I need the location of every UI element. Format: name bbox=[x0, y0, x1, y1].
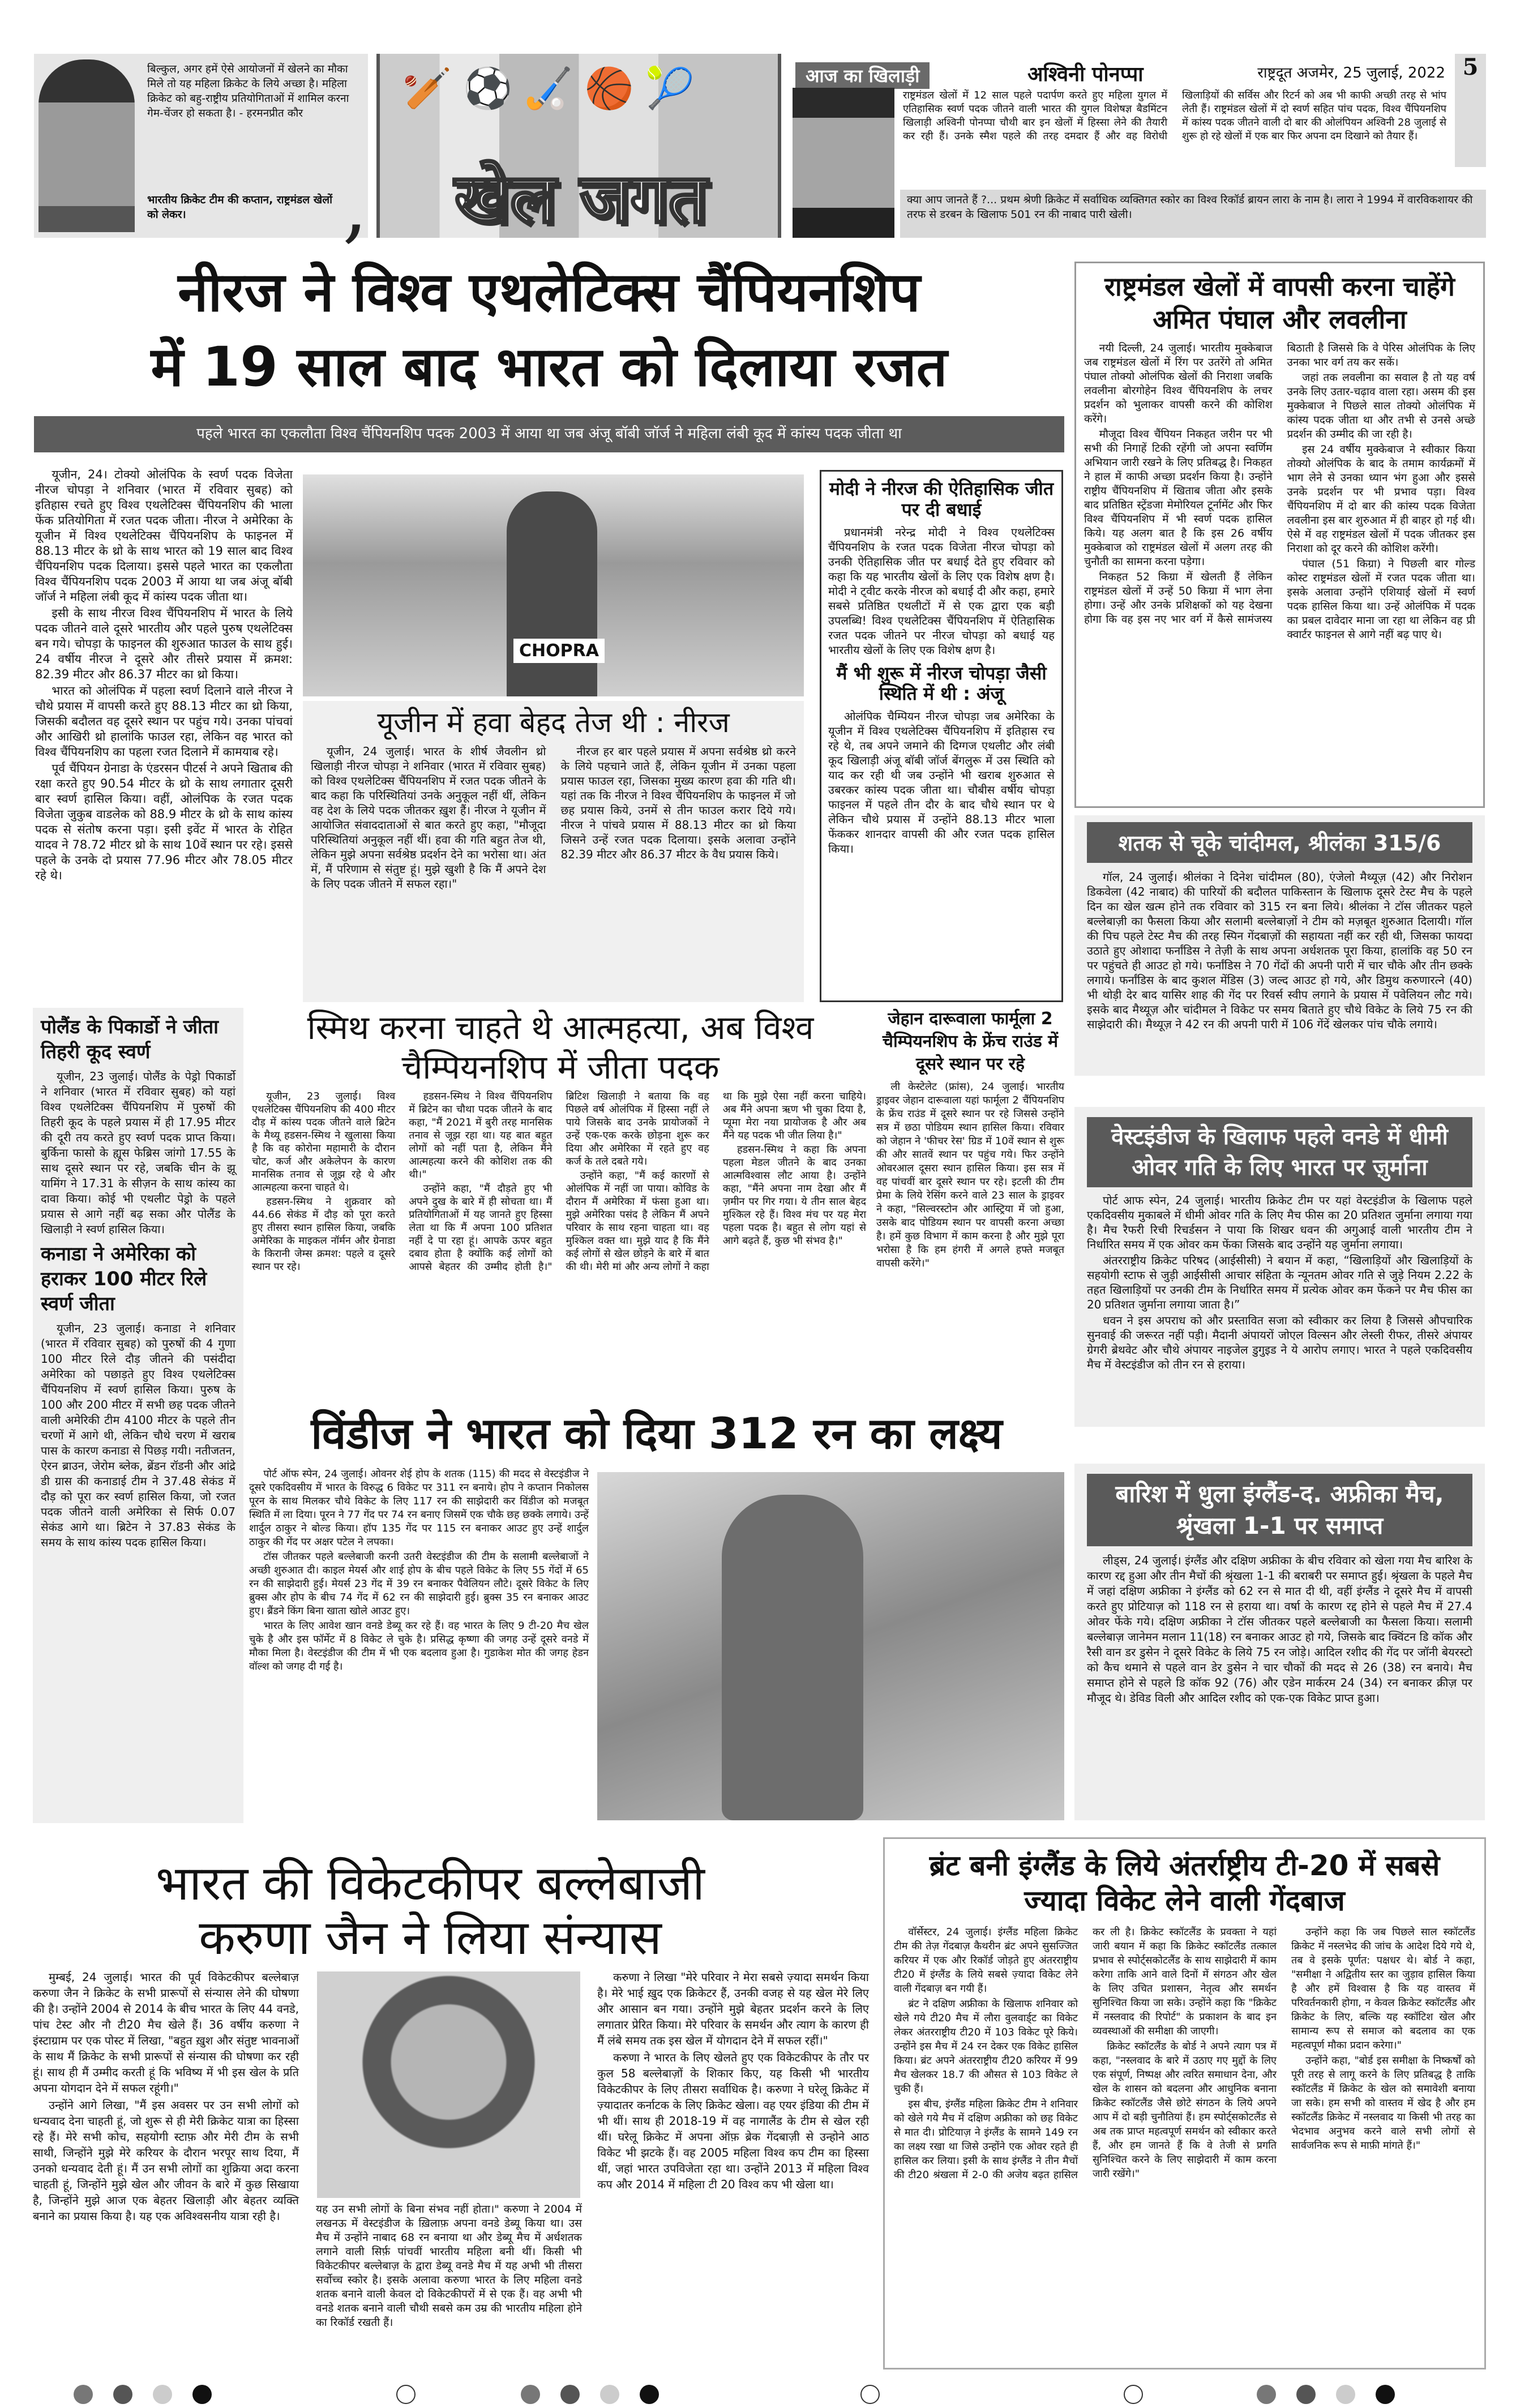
rain-story bbox=[1074, 1464, 1485, 1820]
story-headline: ब्रंट बनी इंग्लैंड के लिये अंतर्राष्ट्रीय टी-20 में सबसे ज्यादा विकेट लेने वाली गेंदबाज bbox=[929, 1849, 1440, 1917]
did-you-know: क्या आप जानते हैं ?... प्रथम श्रेणी क्रिकेट में सर्वाधिक व्यक्तिगत स्कोर का विश्व रिकॉर्ड ब्रायन लारा के नाम है। लारा ने 1994 में वारविकशायर की तरफ से डरबन के खिलाफ 501 रन की नाबाद पारी खेली। bbox=[900, 190, 1486, 238]
story-paragraph: उन्होंने कहा कि जब पिछले साल स्कॉटलैंड क्रिकेट में नस्लभेद की जांच के आदेश दिये गये थे, तब वे इसके पूर्णत: पक्षधर थे। बोर्ड ने कहा, "समीक्षा ने अद्वितीय स्तर का जुड़ाव हासिल किया है और हमें विश्वास है कि यह वास्तव में परिवर्तनकारी होगा, न केवल क्रिकेट स्कॉटलैंड और क्रिकेट के लिए, बल्कि यह स्कॉटिश खेल और सामान्य रूप से समाज को बदलाव का एक महत्वपूर्ण मौका प्रदान करेगा।" bbox=[1291, 1926, 1475, 2051]
modi-paragraph: प्रधानमंत्री नरेन्द्र मोदी ने विश्व एथलेटिक्स चैंपियनशिप के रजत पदक विजेता नीरज चोपड़ा को उनकी ऐतिहासिक जीत पर बधाई देते हुए रविवार को कहा कि यह भारतीय खेलों के लिए एक विशेष क्षण है। मोदी ने ट्वीट करके नीरज को बधाई दी और कहा, हमारे सबसे प्रतिष्ठित एथलीटों में से एक द्वारा एक बड़ी उपलब्धि! विश्व एथलेटिक्स चैंपियनशिप में ऐतिहासिक रजत पदक जीतने पर नीरज चोपड़ा को बधाई यह भारतीय खेलों के लिए एक विशेष क्षण है। bbox=[828, 525, 1055, 657]
sports-icons: 🏏⚽🏑🏀🎾 bbox=[402, 65, 706, 112]
quote-text: बिल्कुल, अगर हमें ऐसे आयोजनों में खेलने का मौका मिले तो यह महिला क्रिकेट के लिये अच्छा है। महिला क्रिकेट को बहु-राष्ट्रीय प्रतियोगिताओं में शामिल करना गेम-चेंजर हो सकता है। - हरमनप्रीत कौर bbox=[147, 63, 349, 119]
cricketer-batting-photo bbox=[597, 1472, 1064, 1820]
karuna-col-1 bbox=[33, 1969, 299, 2225]
color-dot-icon bbox=[1376, 2385, 1395, 2404]
brunt-story bbox=[883, 1837, 1486, 2369]
lead-paragraph: पूर्व चैंपियन ग्रेनाडा के एंडरसन पीटर्स ने अपने खिताब की रक्षा करते हुए 90.54 मीटर के थ्रो के साथ लगातार दूसरी बार स्वर्ण हासिल किया। वहीं, ओलंपिक के रजत पदक विजेता जुकुब वाडलेक को 88.9 मीटर के थ्रो के साथ कांस्य पदक से संतोष करना पड़ा। इसी इवेंट में भारत के रोहित यादव ने 78.72 मीटर थ्रो के साथ 10वें स्थान पर रहे। इससे पहले के उनके दो प्रयास 77.96 मीटर और 78.05 मीटर रहे थे। bbox=[35, 762, 293, 882]
story-paragraph: क्रिकेट स्कॉटलैंड के बोर्ड ने अपने त्याग पत्र में कहा, "नस्लवाद के बारे में उठाए गए मुद्दों के लिए एक संपूर्ण, निष्पक्ष और त्वरित समाधान देना, और खेल के शासन को बदलना और आधुनिक बनाना क्रिकेट स्कॉटलैंड जैसे छोटे संगठन के लिये अपने आप में दो बड़ी चुनौतियां हैं। हम स्पोर्ट्सकोटलैंड से अब तक प्राप्त महत्वपूर्ण समर्थन को स्वीकार करते हैं, और हम जानते हैं कि वे तेजी से प्रगति सुनिश्चित करने के लिए साझेदारी में काम करना जारी रखेंगे।" bbox=[1093, 2041, 1277, 2180]
neeraj-chopra-photo bbox=[303, 474, 804, 696]
color-dot-icon bbox=[1257, 2385, 1276, 2404]
bib-text: CHOPRA bbox=[513, 639, 605, 663]
lead-body bbox=[35, 467, 293, 884]
story-headline: बारिश में धुला इंग्लैंड-द. अफ्रीका मैच, श्रृंखला 1-1 पर समाप्त bbox=[1087, 1474, 1472, 1546]
page-number: 5 bbox=[1455, 54, 1486, 167]
aaj-ka-khiladi bbox=[790, 54, 1486, 238]
story-paragraph: यह उन सभी लोगों के बिना संभव नहीं होता।" करुणा ने 2004 में लखनऊ में वेस्टइंडीज के ख़िलाफ़ अपना वनडे डेब्यू किया था। उस मैच में उन्होंने नाबाद 68 रन बनाया था और डेब्यू मैच में अर्धशतक लगाने वाली सिर्फ़ पांचवीं भारतीय महिला बनी थीं। किसी भी विकेटकीपर बल्लेबाज़ के द्वारा डेब्यू वनडे मैच में यह अभी भी तीसरा सर्वोच्च स्कोर है। इसके अलावा करुणा भारत के लिए महिला वनडे शतक बनाने वाली केवल दो विकेटकीपरों में से एक हैं। वह अभी भी वनडे शतक बनाने वाली चौथी सबसे कम उम्र की भारतीय महिला होने का रिकॉर्ड रखती हैं। bbox=[316, 2203, 582, 2329]
canada-paragraph: यूजीन, 23 जुलाई। कनाडा ने शनिवार (भारत में रविवार सुबह) को पुरुषों की 4 गुणा 100 मीटर रिले दौड़ जीतने की पसंदीदा अमेरिका को पछाड़ते हुए विश्व एथलेटिक्स चैंपियनशिप में स्वर्ण हासिल किया। पुरुष के 100 और 200 मीटर में सभी छह पदक जीतने वाली अमेरिकी टीम 4100 मीटर के पहले तीन चरणों में आगे थी, लेकिन चौथे चरण में खराब पास के कारण कनाडा से पिछड़ गयी। नतीजतन, ऐरन ब्राउन, जेरोम ब्लेक, ब्रेंडन रॉडनी और आंद्रे डी ग्रास की कनाडाई टीम ने 37.48 सेकंड में दौड़ को पूरा कर स्वर्ण हासिल किया, जो रजत पदक जीतने वाली अमेरिका से सिर्फ 0.07 सेकंड आगे था। ब्रिटेन ने 37.83 सेकंड के समय के साथ कांस्य पदक हासिल किया। bbox=[41, 1321, 235, 1549]
story-paragraph: भारत के लिए आवेश खान वनडे डेब्यू कर रहे हैं। वह भारत के लिए 9 टी-20 मैच खेल चुके है और इस फॉर्मेट में 8 विकेट ले चुके है। प्रसिद्ध कृष्णा की जगह उन्हें दूसरे वनडे में मौका मिला है। वेस्टइंडीज की टीम में भी एक बदलाव हुआ है। गुडाकेश मोत की जगह हेडन वॉल्श को जगह दी गई है। bbox=[249, 1620, 589, 1673]
story-paragraph: करुणा ने भारत के लिए खेलते हुए एक विकेटकीपर के तौर पर कुल 58 बल्लेबाज़ों के शिकार किए, यह किसी भी भारतीय विकेटकीपर के लिए तीसरा सर्वाधिक है। करुणा ने घरेलू क्रिकेट में ज़्यादातर कर्नाटक के लिए क्रिकेट खेला। वह एयर इंडिया की टीम में भी थीं। साथ ही 2018-19 में वह नागालैंड के टीम से खेल रही थीं। घरेलू क्रिकेट में अपना ऑफ़ ब्रेक गेंदबाज़ी से उन्होने आठ विकेट भी झटके हैं। वह 2005 महिला विश्व कप टीम का हिस्सा थीं, जहां भारत उपविजेता रहा था। उन्होंने 2013 में महिला विश्व कप और 2014 में महिला टी 20 विश्व कप भी खेला था। bbox=[597, 2051, 869, 2191]
color-dot-icon bbox=[1336, 2385, 1355, 2404]
story-paragraph: इस बीच, इंग्लैंड महिला क्रिकेट टीम ने शनिवार को खेले गये मैच में दक्षिण अफ्रीका को छह विकेट से मात दी। प्रोटियाज़ ने इंग्लैंड के सामने 149 रन का लक्ष्य रखा था जिसे उन्होंने एक ओवर रहते ही हासिल कर लिया। इसी के साथ इंग्लैंड ने तीन मैचों की टी20 श्रंखला में 2-0 की अजेय बढ़त हासिल कर ली है। क्रिकेट स्कॉटलैंड के प्रवक्ता ने यहां जारी बयान में कहा कि क्रिकेट स्कॉटलैंड तत्काल प्रभाव से स्पोर्ट्सकोटलैंड के साथ साझेदारी में काम करेगा ताकि आने वाले दिनों में संगठन और खेल के लिए उचित प्रशासन, नेतृत्व और समर्थन सुनिश्चित किया जा सके। उन्होंने कहा कि "क्रिकेट में नस्लवाद की रिपोर्ट" के प्रकाशन के बाद इन व्यवस्थाओं की समीक्षा की जाएगी। bbox=[894, 1926, 1277, 2181]
masthead-title: खेल जगत bbox=[454, 160, 708, 238]
anju-headline: मैं भी शुरू में नीरज चोपड़ा जैसी स्थिति में थी : अंजू bbox=[836, 662, 1047, 705]
story-paragraph: उन्होंने कहा, "मैं कई कारणों से ओलंपिक में नहीं जा पाया। कोविड के दौरान मैं अमेरिका में फंसा हुआ था। मुझे अमेरिका पसंद है लेकिन मैं अपने परिवार के साथ रहना चाहता था। वह मुश्किल वक्त था। मुझे याद है कि मैंने कई लोगों से खेल छोड़ने के बारे में बात की थी। मेरी मां और अन्य लोगों ने कहा था कि मुझे ऐसा नहीं करना चाहिये। अब मैंने अपना ऋण भी चुका दिया है, प्यूमा मेरा नया प्रायोजक है और अब मैंने यह पदक भी जीत लिया है।" bbox=[566, 1090, 866, 1273]
fine-story bbox=[1074, 1107, 1485, 1427]
story-paragraph: हडसन-स्मिथ ने शुक्रवार को 44.66 सेकंड में दौड़ को पूरा करते हुए तीसरा स्थान हासिल किया, जबकि अमेरिका के माइकल नॉर्मन और ग्रेनाडा के किरानी जेम्स क्रमश: पहले व दूसरे स्थान पर रहे। bbox=[252, 1196, 396, 1273]
windies-headline: विंडीज ने भारत को दिया 312 रन का लक्ष्य bbox=[311, 1408, 1003, 1459]
poland-paragraph: यूजीन, 23 जुलाई। पोलैंड के पेड्रो पिकार्डो ने शनिवार (भारत में रविवार सुबह) को यहां विश्व एथलेटिक्स चैंपियनशिप में पुरुषों की तिहरी कूद के पहले प्रयास में ही 17.95 मीटर की दूरी तय करते हुए स्वर्ण पदक प्राप्त किया। बुर्किना फासो के ह्यूस फेब्रिस जांगो 17.55 के साथ दूसरे स्थान पर रहे, जबकि चीन के झू यामिंग ने 17.31 के सीज़न के साथ कांस्य का दावा किया। कोई भी एथलीट पेड्रो के पहले प्रयास से आगे नहीं बढ़ सका और पोलैंड के खिलाड़ी ने स्वर्ण हासिल किया। bbox=[41, 1070, 235, 1236]
karuna-col-2 bbox=[316, 2202, 582, 2331]
chandimal-story bbox=[1074, 815, 1485, 1076]
lead-headline bbox=[34, 255, 1064, 404]
modi-box bbox=[820, 470, 1063, 1002]
windies-body bbox=[249, 1468, 589, 1675]
lead-paragraph: भारत को ओलंपिक में पहला स्वर्ण दिलाने वाले नीरज ने चौथे प्रयास में वापसी करते हुए 88.13 मीटर का थ्रो किया, जिसकी बदौलत वह दूसरे स्थान पर पहुंच गये। उनका पांचवां और आखिरी थ्रो हालांकि फाउल रहा, लेकिन वह भारत को विश्व चैंपियनशिप का पहला रजत दिलाने में कामयाब रहे। bbox=[35, 684, 293, 759]
briefs-column bbox=[33, 1008, 243, 1823]
karuna-headline-line-2: करुणा जैन ने लिया संन्यास bbox=[199, 1910, 662, 1965]
story-paragraph: करुणा ने लिखा "मेरे परिवार ने मेरा सबसे ज़्यादा समर्थन किया है। मेरे भाई ख़ुद एक क्रिकेटर हैं, उनकी वजह से यह खेल मेरे लिए और आसान बन गया। उन्होंने मुझे बेहतर प्रदर्शन करने के लिए लगातार प्रेरित किया। मेरे परिवार के समर्थन और त्याग के कारण ही मैं लंबे समय तक इस खेल में योगदान देने में सफल रहीं।" bbox=[597, 1970, 869, 2047]
story-paragraph: उन्होंने कहा, "बोर्ड इस समीक्षा के निष्कर्षों को पूरी तरह से लागू करने के लिए प्रतिबद्ध है ताकि स्कॉटलैंड में क्रिकेट के खेल को समावेशी बनाया जा सके। हम सभी को वास्तव में खेद है और हम स्कॉटलैंड क्रिकेट में नस्लवाद या किसी भी तरह का भेदभाव अनुभव करने वाले सभी लोगों से सार्वजनिक रूप से माफ़ी मांगते हैं।" bbox=[1291, 2055, 1475, 2152]
lead-paragraph: यूजीन, 24। टोक्यो ओलंपिक के स्वर्ण पदक विजेता नीरज चोपड़ा ने शनिवार (भारत में रविवार सुबह) को इतिहास रचते हुए विश्व एथलेटिक्स चैंपियनशिप की भाला फेंक प्रतियोगिता में रजत पदक जीता। नीरज ने अमेरिका के यूजीन में विश्व एथलेटिक्स चैंपियनशिप के फाइनल में 88.13 मीटर के थ्रो के साथ भारत को 19 साल बाद विश्व चैंपियनशिप पदक दिलाया। इससे पहले भारत का एकलौता विश्व चैंपियनशिप पदक 2003 में आया था जब अंजू बॉबी जॉर्ज ने महिला लंबी कूद में कांस्य पदक जीता था। bbox=[35, 468, 293, 604]
anju-paragraph: ओलंपिक चैम्पियन नीरज चोपड़ा जब अमेरिका के यूजीन में विश्व एथलेटिक्स चैंपियनशिप में इतिहास रच रहे थे, तब अपने जमाने की दिग्गज एथलीट और लंबी कूद खिलाड़ी अंजू बॉबी जॉर्ज बेंगलुरू में उस स्थिति को याद कर रही थी जब उन्होंने भी खराब शुरुआत से उबरकर कांस्य पदक जीता था। चौबीस वर्षीय चोपड़ा फाइनल में पहले तीन दौर के बाद चौथे स्थान पर थे लेकिन चौथे प्रयास में उन्होंने 88.13 मीटर भाला फेंककर शानदार वापसी की और रजत पदक हासिल किया। bbox=[828, 709, 1055, 856]
story-paragraph: हडसन-स्मिथ ने विश्व चैंपियनशिप में ब्रिटेन का चौथा पदक जीतने के बाद कहा, "मैं 2021 में बुरी तरह मानसिक तनाव से जूझ रहा था। यह बात बहुत लोगों को नहीं पता है, लेकिन मैंने आत्महत्या करने की कोशिश तक की थी।" bbox=[409, 1090, 553, 1181]
color-dot-icon bbox=[113, 2385, 132, 2404]
color-dot-icon bbox=[192, 2385, 212, 2404]
color-dot-icon bbox=[1296, 2385, 1316, 2404]
color-dot-icon bbox=[74, 2385, 93, 2404]
daruvala-story bbox=[876, 1008, 1064, 1272]
karuna-headline bbox=[34, 1856, 826, 1965]
lead-subhead: पहले भारत का एकलौता विश्व चैंपियनशिप पदक 2003 में आया था जब अंजू बॉबी जॉर्ज ने महिला लंबी कूद में कांस्य पदक जीता था bbox=[34, 416, 1064, 452]
modi-headline: मोदी ने नीरज की ऐतिहासिक जीत पर दी बधाई bbox=[829, 478, 1054, 520]
story-paragraph: ब्रंट ने दक्षिण अफ्रीका के खिलाफ शनिवार को खेले गये टी20 मैच में लौरा वुलवार्ड्ट का विकेट लेकर अंतरराष्ट्रीय टी20 में 103 विकेट पूरे किये। उन्होंने इस मैच में 24 रन देकर एक विकेट हासिल किया। ब्रंट अपने अंतरराष्ट्रीय टी20 करियर में 99 मैच खेलकर 18.7 की औसत से 103 विकेट ले चुकी हैं। bbox=[894, 1998, 1078, 2095]
neeraj-quote-story bbox=[303, 701, 804, 1002]
story-headline: शतक से चूके चांदीमल, श्रीलंका 315/6 bbox=[1087, 822, 1472, 863]
smith-headline: स्मिथ करना चाहते थे आत्महत्या, अब विश्व चैम्पियनशिप में जीता पदक bbox=[307, 1008, 814, 1087]
story-paragraph: पोर्ट ऑफ स्पेन, 24 जुलाई। ओवनर शेई होप के शतक (115) की मदद से वेस्टइंडीज ने दूसरे एकदिवसीय में भारत के विरुद्ध 6 विकेट पर 311 रन बनाये। होप ने कप्तान निकोलस पूरन के साथ मिलकर चौथे विकेट के लिए 117 रन की साझेदारी कर विंडीज को मजबूत स्थिति में ला दिया। पूरन ने 77 गेंद पर 74 रन बनाए जिसमें एक चौके छह छक्के लगाये। उन्हें शार्दुल ठाकुर ने बोल्ड किया। हॉप 135 गेंद पर 115 रन बनाकर आउट हुए उन्हें शार्दुल ठाकुर की गेंद पर अक्षर पटेल ने लपका। bbox=[249, 1468, 589, 1548]
color-dot-icon bbox=[600, 2385, 619, 2404]
story-paragraph: यूजीन, 23 जुलाई। विश्व एथलेटिक्स चैंपियनशिप की 400 मीटर दौड़ में कांस्य पदक जीतने वाले ब्रिटेन के मैथ्यू हडसन-स्मिथ ने खुलासा किया है कि वह कोरोना महामारी के दौरान चोट, कर्ज और अकेलेपन के कारण मानसिक तनाव से जूझ रहे थे और आत्महत्या करना चाहते थे। bbox=[252, 1090, 396, 1194]
quote-box bbox=[34, 54, 368, 253]
lead-headline-line-1: नीरज ने विश्व एथलेटिक्स चैंपियनशिप bbox=[178, 260, 920, 324]
story-paragraph: अंतरराष्ट्रीय क्रिकेट परिषद (आईसीसी) ने बयान में कहा, “खिलाड़ियों और खिलाड़ियों के सहयोगी स्टाफ से जुड़ी आईसीसी आचार संहिता के न्यूनतम ओवर गति से जुड़े नियम 2.22 के तहत खिलाड़ियों पर उनकी टीम के निर्धारित समय में प्रत्येक ओवर कम फेंकने पर मैच फीस का 20 प्रतिशत जुर्माना लगाया जाता है।” bbox=[1087, 1254, 1472, 1311]
story-paragraph: इस 24 वर्षीय मुक्केबाज ने स्वीकार किया तोक्यो ओलंपिक के बाद के तमाम कार्यक्रमों में भाग लेने से उनका ध्यान भंग हुआ और इससे उनके प्रदर्शन पर भी प्रभाव पड़ा। विश्व चैंपियनशिप में दो बार की कांस्य पदक विजेता लवलीना इस बार शुरुआत में ही बाहर हो गई थी। ऐसे में वह राष्ट्रमंडल खेलों में पदक जीतकर इस निराशा को दूर करने की कोशिश करेंगी। bbox=[1287, 443, 1475, 555]
lead-paragraph: इसी के साथ नीरज विश्व चैंपियनशिप में भारत के लिये पदक जीतने वाले दूसरे भारतीय और पहले पुरुष एथलेटिक्स बन गये। चोपड़ा के फाइनल की शुरुआत फाउल के साथ हुई। 24 वर्षीय नीरज ने दूसरे और तीसरे प्रयास में क्रमश: 82.39 मीटर और 86.37 मीटर का थ्रो किया। bbox=[35, 606, 293, 681]
karuna-jain-photo bbox=[317, 1971, 580, 2198]
story-paragraph: उन्होंने आगे लिखा, "मैं इस अवसर पर उन सभी लोगों को धन्यवाद देना चाहती हूं, जो शुरू से ही मेरी क्रिकेट यात्रा का हिस्सा रहे हैं। मेरे सभी कोच, सहयोगी स्टाफ़ और मेरी टीम के सभी साथी, जिन्होंने मुझे मेरे करियर के दौरान भरपूर साथ दिया, मैं उनको धन्यवाद देती हूं। मैं उन सभी लोगों का शुक्रिया अदा करना चाहती हूं, जिन्होंने मुझे खेल और जीवन के बारे में कुछ सिखाया है, जिन्होंने मुझे आज एक बेहतर खिलाड़ी और बेहतर व्यक्ति बनाने का प्रयास किया है। यह एक अविश्वसनीय यात्रा रही है। bbox=[33, 2098, 299, 2223]
player-blurb: राष्ट्रमंडल खेलों में 12 साल पहले पदार्पण करते हुए महिला युगल में एतिहासिक स्वर्ण पदक जीतने वाली भारत की युगल विशेषज्ञ बैडमिंटन खिलाड़ी अश्विनी पोनप्पा चौथी बार इन खेलों में हिस्सा लेने की तैयारी कर रही हैं। उनके स्मैश पहले की तरह दमदार हैं और वह विरोधी खिलाड़ियों की सर्विस और रिटर्न को अब भी काफी अच्छी तरह से भांप लेती हैं। राष्ट्रमंडल खेलों में दो स्वर्ण सहित पांच पदक, विश्व चैंपियनशिप में कांस्य पदक जीतने वाली दो बार की ओलंपियन अश्विनी 28 जुलाई से शुरू हो रहे खेलों में एक बार फिर अपना दम दिखाने को तैयार हैं। bbox=[903, 89, 1446, 142]
story-paragraph: लीड्स, 24 जुलाई। इंग्लैंड और दक्षिण अफ्रीका के बीच रविवार को खेला गया मैच बारिश के कारण रद्द हुआ और तीन मैचों की श्रृंखला 1-1 की बराबरी पर समाप्त हुई। श्रृंखला के पहले मैच में जहां दक्षिण अफ्रीका ने इंग्लैंड को 62 रन से मात दी थी, वहीं इंग्लैंड ने दूसरे मैच में वापसी करते हुए प्रोटियाज़ को 118 रन से हराया था। वर्षा के कारण रद्द होने से पहले मैच में 27.4 ओवर फेंके गये। दक्षिण अफ्रीका ने टॉस जीतकर पहले बल्लेबाजी का फैसला किया। सलामी बल्लेबाज़ जानेमन मलान 11(18) रन बनाकर आउट हो गये, जिसके बाद क्विंटन डि कॉक और रैसी वान डर डुसेन ने दूसरे विकेट के लिये 75 रन जोड़े। आदिल रशीद की गेंद पर जॉनी बेयरस्टो को कैच थमाने से पहले वान डेर डुसेन ने चार चौकों की मदद से 26 (38) रन बनाये। मैच समाप्त होने से पहले डि कॉक 92 (76) और एडेन मार्करम 24 (34) रन बनाकर क्रीज़ पर मौजूद थे। डेविड विली और आदिल रशीद को एक-एक विकेट प्राप्त हुआ। bbox=[1087, 1554, 1472, 1705]
commonwealth-story bbox=[1074, 262, 1485, 808]
masthead bbox=[376, 54, 781, 238]
crosshair-icon bbox=[860, 2385, 880, 2404]
story-paragraph: पंघाल (51 किग्रा) ने पिछली बार गोल्ड कोस्ट राष्ट्रमंडल खेलों में रजत पदक जीता था। इसके अलावा उन्होंने एशियाई खेलों में स्वर्ण पदक हासिल किया था। उन्हें ओलंपिक में पदक का प्रबल दावेदार माना जा रहा था लेकिन वह प्री क्वार्टर फाइनल से आगे नहीं बढ़ पाए थे। bbox=[1287, 558, 1475, 641]
story-paragraph: नयी दिल्ली, 24 जुलाई। भारतीय मुक्केबाज जब राष्ट्रमंडल खेलों में रिंग पर उतरेंगे तो अमित पंघाल तोक्यो ओलंपिक खेलों की निराशा जबकि लवलीना बोरगोहेन विश्व चैंपियनशिप के लचर प्रदर्शन को भुलाकर वापसी करने की कोशिश करेंगे। bbox=[1084, 342, 1273, 425]
smith-body bbox=[252, 1090, 866, 1273]
story-paragraph: मुम्बई, 24 जुलाई। भारत की पूर्व विकेटकीपर बल्लेबाज़ करुणा जैन ने क्रिकेट के सभी प्रारूपों से संन्यास लेने की घोषणा की है। उन्होंने 2004 से 2014 के बीच भारत के लिए 44 वनडे, पांच टेस्ट और नौ टी20 मैच खेले हैं। 36 वर्षीय करुणा ने इंस्टाग्राम पर एक पोस्ट में लिखा, "बहुत ख़ुश और संतुष्ट भावनाओं के साथ मैं क्रिकेट के सभी प्रारूपों से संन्यास की घोषणा कर रही हूं। साथ ही मैं उम्मीद करती हूं कि भविष्य में भी इस खेल के प्रति अपना योगदान देने में सफल रहूंगी।" bbox=[33, 1970, 299, 2095]
player-name: अश्विनी पोनप्पा bbox=[1027, 63, 1144, 86]
story-paragraph: धवन ने इस अपराध को और प्रस्तावित सजा को स्वीकार कर लिया है जिससे औपचारिक सुनवाई की जरूरत नहीं पड़ी। मैदानी अंपायरों जोएल विल्सन और लेस्ली रीफर, तीसरे अंपायर ग्रेगरी ब्रेथवेट और चौथे अंपायर नाइजेल डुगुइड ने ये आरोप लगाए। भारत ने पहले एकदिवसीय मैच में वेस्टइंडीज को तीन रन से हराया। bbox=[1087, 1314, 1472, 1371]
story-paragraph: जहां तक लवलीना का सवाल है तो यह वर्ष उनके लिए उतार-चढ़ाव वाला रहा। असम की इस मुक्केबाज ने पिछले साल तोक्यो ओलंपिक में कांस्य पदक जीता था और तभी से उनसे अच्छे प्रदर्शन की उम्मीद की जा रही है। bbox=[1287, 371, 1475, 440]
karuna-headline-line-1: भारत की विकेटकीपर बल्लेबाजी bbox=[156, 1855, 705, 1911]
story-paragraph: गॉल, 24 जुलाई। श्रीलंका ने दिनेश चांदीमल (80), एंजेलो मैथ्यूज़ (42) और निरोशन डिकवेला (42 नाबाद) की पारियों की बदौलत पाकिस्तान के खिलाफ दूसरे टेस्ट मैच के पहले दिन का खेल खत्म होने तक रविवार को 315 रन बना लिये। श्रीलंका ने टॉस जीतकर पहले बल्लेबाज़ी का फैसला किया और सलामी बल्लेबाज़ों ने टीम को मज़बूत शुरुआत दिलायी। गॉल की पिच पहले टेस्ट मैच की तरह स्पिन गेंदबाज़ों की सहायता नहीं कर रही थी, जिसका फायदा उठाते हुए ओशादा फर्नांडिस ने तेज़ी के साथ अपना अर्धशतक पूरा किया, हालांकि वह 50 रन पर पहुंचते ही आउट हो गये। फर्नांडिस ने 70 गेंदों की अपनी पारी में चार चौके और तीन छक्के लगाये। फर्नांडिस के बाद कुशल मेंडिस (3) जल्द आउट हो गये, और डिमुथ करुणारत्ने (40) भी थोड़ी देर बाद यासिर शाह की गेंद पर रिवर्स स्वीप लगाने के प्रयास में पवेलियन लौट गये। इसके बाद मैथ्यूज़ और चांदीमल ने विकेट पर समय बिताते हुए चौथे विकेट के लिये 75 रन की साझेदारी की। मैथ्यूज़ ने 42 रन की अपनी पारी में 106 गेंदें खेलकर पांच चौके लगाये। bbox=[1087, 870, 1472, 1031]
dateline: राष्ट्रदूत अजमेर, 25 जुलाई, 2022 bbox=[1257, 65, 1445, 82]
story-headline: जेहान दारूवाला फार्मूला 2 चैम्पियनशिप के फ्रेंच राउंड में दूसरे स्थान पर रहे bbox=[882, 1009, 1059, 1074]
color-dot-icon bbox=[640, 2385, 659, 2404]
crosshair-icon bbox=[396, 2385, 416, 2404]
ponnappa-photo bbox=[793, 88, 894, 238]
color-dot-icon bbox=[153, 2385, 172, 2404]
story-headline: यूजीन में हवा बेहद तेज थी : नीरज bbox=[377, 706, 730, 739]
harmanpreet-photo bbox=[38, 59, 135, 232]
story-paragraph: मौजूदा विश्व चैंपियन निकहत जरीन पर भी सभी की निगाहें टिकी रहेंगी जो अपना स्वर्णिम अभियान जारी रखने के लिए प्रतिबद्ध है। निकहत ने हाल में काफी अच्छा प्रदर्शन किया है। उन्होंने राष्ट्रीय चैंपियनशिप में खिताब जीता और इसके बाद प्रतिष्ठित स्ट्रेंडजा मेमोरियल टूर्नामेंट और फिर विश्व चैंपियनशिप में भी स्वर्ण पदक हासिल किये। यह अलग बात है कि इस 26 वर्षीय मुक्केबाज को राष्ट्रमंडल खेलों में अलग तरह की चुनौती का सामना करना पड़ेगा। bbox=[1084, 428, 1273, 568]
story-paragraph: उन्होंने कहा, "मैं दौड़ते हुए भी अपने दुख के बारे में ही सोचता था। मैं प्रतियोगिताओं में यह जानते हुए हिस्सा लेता था कि मैं अपना 100 प्रतिशत नहीं दे पा रहा हूं। आपके ऊपर बहुत दबाव होता है क्योंकि कई लोगों को आपसे बेहतर की उम्मीद होती है।" ब्रिटिश खिलाड़ी ने बताया कि वह पिछले वर्ष ओलंपिक में हिस्सा नहीं ले पाये जिसके बाद उनके प्रायोजकों ने उन्हें एक-एक करके छोड़ना शुरू कर दिया और अमेरिका में रहते हुए वह कर्ज के तले दबते गये। bbox=[409, 1090, 709, 1273]
color-dot-icon bbox=[521, 2385, 540, 2404]
story-headline: वेस्टइंडीज के खिलाफ पहले वनडे में धीमी ओवर गति के लिए भारत पर ज़ुर्माना bbox=[1087, 1117, 1472, 1187]
poland-headline: पोलैंड के पिकार्डो ने जीता तिहरी कूद स्वर्ण bbox=[41, 1016, 219, 1063]
lead-headline-line-2: में 19 साल बाद भारत को दिलाया रजत bbox=[151, 335, 948, 399]
story-paragraph: निकहत 52 किग्रा में खेलती हैं लेकिन राष्ट्रमंडल खेलों में उन्हें 50 किग्रा में भाग लेना होगा। उन्हें और उनके प्रशिक्षकों को यह देखना होगा कि वह इस नए भार वर्ग में कैसे सामंजस्य बिठाती है जिससे कि वे पेरिस ओलंपिक के लिए उनका भार वर्ग तय कर सकें। bbox=[1084, 342, 1475, 626]
story-paragraph: ली केस्टेलेट (फ्रांस), 24 जुलाई। भारतीय ड्राइवर जेहान दारूवाला यहां फार्मूला 2 चैंपियनशिप के फ्रेंच राउंड में दूसरे स्थान पर रहे जिससे उन्होंने सत्र में छठा पोडियम स्थान हासिल किया। रविवार को जेहान ने 'फीचर रेस' ग्रिड में 10वें स्थान से शुरू की और सातवें स्थान पर पहुंच गये। फिर उन्होंने ओवरआल दूसरा स्थान हासिल किया। इस सत्र में वह पांचवीं बार दूसरे स्थान पर रहे। इटली की टीम प्रेमा के लिये रेसिंग करने वाले 23 साल के ड्राइवर ने कहा, "सिल्वरस्टोन और आस्ट्रिया में जो हुआ, उसके बाद पोडियम स्थान पर वापसी करना अच्छा है। हमें कुछ विभाग में काम करना है और मुझे पूरा भरोसा है कि हम हंगरी में अगले हफ्ते मजबूत वापसी करेंगे।" bbox=[876, 1081, 1064, 1269]
story-paragraph: हडसन-स्मिथ ने कहा कि अपना पहला मेडल जीतने के बाद उनका आत्मविश्वास लौट आया है। उन्होंने कहा, "मैंने अपना नाम देखा और मैं ज़मीन पर गिर गया। ये तीन साल बेहद मुश्किल रहे हैं। विश्व मंच पर यह मेरा पहला पदक है। बहुत से लोग यहां से आगे बढ़ते हैं, कुछ भी संभव है।" bbox=[722, 1144, 866, 1247]
story-paragraph: यूजीन, 24 जुलाई। भारत के शीर्ष जैवलीन थ्रो खिलाड़ी नीरज चोपड़ा ने शनिवार (भारत में रविवार सुबह) को विश्व एथलेटिक्स चैंपियनशिप में रजत पदक जीतने के बाद कहा कि परिस्थितियां उनके अनुकूल नहीं थीं, लेकिन वह देश के लिये पदक जीतकर ख़ुश हैं। नीरज ने यूजीन में आयोजित संवाददाताओं से बात करते हुए कहा, "मौजूदा परिस्थितियां अनुकूल नहीं थीं। हवा की गति बहुत तेज थी, लेकिन मुझे अपना सर्वश्रेष्ठ प्रदर्शन देने का भरोसा था। अंत में, मैं परिणाम से संतुष्ट हूं। मुझे खुशी है कि मैं अपने देश के लिए पदक जीतने में सफल रहा।" bbox=[311, 744, 546, 891]
story-paragraph: पोर्ट आफ स्पेन, 24 जुलाई। भारतीय क्रिकेट टीम पर यहां वेस्टइंडीज के खिलाफ पहले एकदिवसीय मुकाबले में धीमी ओवर गति के लिए मैच फीस का 20 प्रतिशत जुर्माना लगाया गया है। मैच रैफरी रिची रिचर्डसन ने पाया कि शिखर धवन की अगुआई वाली भारतीय टीम ने निर्धारित समय में एक ओवर कम फेंका जिसके बाद उन्होंने यह जुर्माना लगाया। bbox=[1087, 1194, 1472, 1251]
story-paragraph: नीरज हर बार पहले प्रयास में अपना सर्वश्रेष्ठ थ्रो करने के लिये पहचाने जाते हैं, लेकिन यूजीन में उनका पहला प्रयास फाउल रहा, जिसका मुख्य कारण हवा की गति थी। यहां तक कि नीरज ने विश्व चैंपियनशिप के फाइनल में जो छह प्रयास किये, उनमें से तीन फाउल करार दिये गये। नीरज ने पांचवे प्रयास में 88.13 मीटर का थ्रो किया जिसने उन्हें रजत पदक दिलाया। इसके अलावा उन्होंने 82.39 मीटर और 86.37 मीटर के वैध प्रयास किये। bbox=[560, 744, 796, 861]
canada-headline: कनाडा ने अमेरिका को हराकर 100 मीटर रिले स्वर्ण जीता bbox=[41, 1243, 207, 1315]
karuna-col-3 bbox=[597, 1969, 869, 2193]
quote-mark-icon: , bbox=[342, 160, 368, 253]
story-paragraph: टॉस जीतकर पहले बल्लेबाजी करनी उतरी वेस्टइंडीज की टीम के सलामी बल्लेबाजों ने अच्छी शुरुआत दी। काइल मेयर्स और शाई होप के बीच पहले विकेट के लिए 55 गेंदों में 65 रन की साझेदारी हुई। मेयर्स 23 गेंद में 39 रन बनाकर पैवेलियन लौटे। दूसरे विकेट के लिए ब्रुक्स और होप के बीच 74 गेंद में 62 रन की साझेदारी हुई। ब्रुक्स 35 रन बनाकर आउट हुए। ब्रैंडने किंग बिना खाता खोले आउट हुए। bbox=[249, 1551, 589, 1617]
quote-caption: भारतीय क्रिकेट टीम की कप्तान, राष्ट्रमंडल खेलों को लेकर। bbox=[147, 194, 333, 221]
color-dot-icon bbox=[560, 2385, 580, 2404]
crosshair-icon bbox=[1124, 2385, 1143, 2404]
aaj-ka-khiladi-tag: आज का खिलाड़ी bbox=[795, 62, 930, 89]
story-headline: राष्ट्रमंडल खेलों में वापसी करना चाहेंगे अमित पंघाल और लवलीना bbox=[1104, 271, 1455, 335]
story-paragraph: वॉर्सेस्टर, 24 जुलाई। इंग्लैंड महिला क्रिकेट टीम की तेज़ गेंदबाज़ कैथरीन ब्रंट अपने सुसज्जित करियर में एक और रिकॉर्ड जोड़ते हुए अंतरराष्ट्रीय टी20 में इंग्लैंड के लिये सबसे ज़्यादा विकेट लेने वाली गेंदबाज़ बन गयी हैं। bbox=[894, 1926, 1078, 1995]
